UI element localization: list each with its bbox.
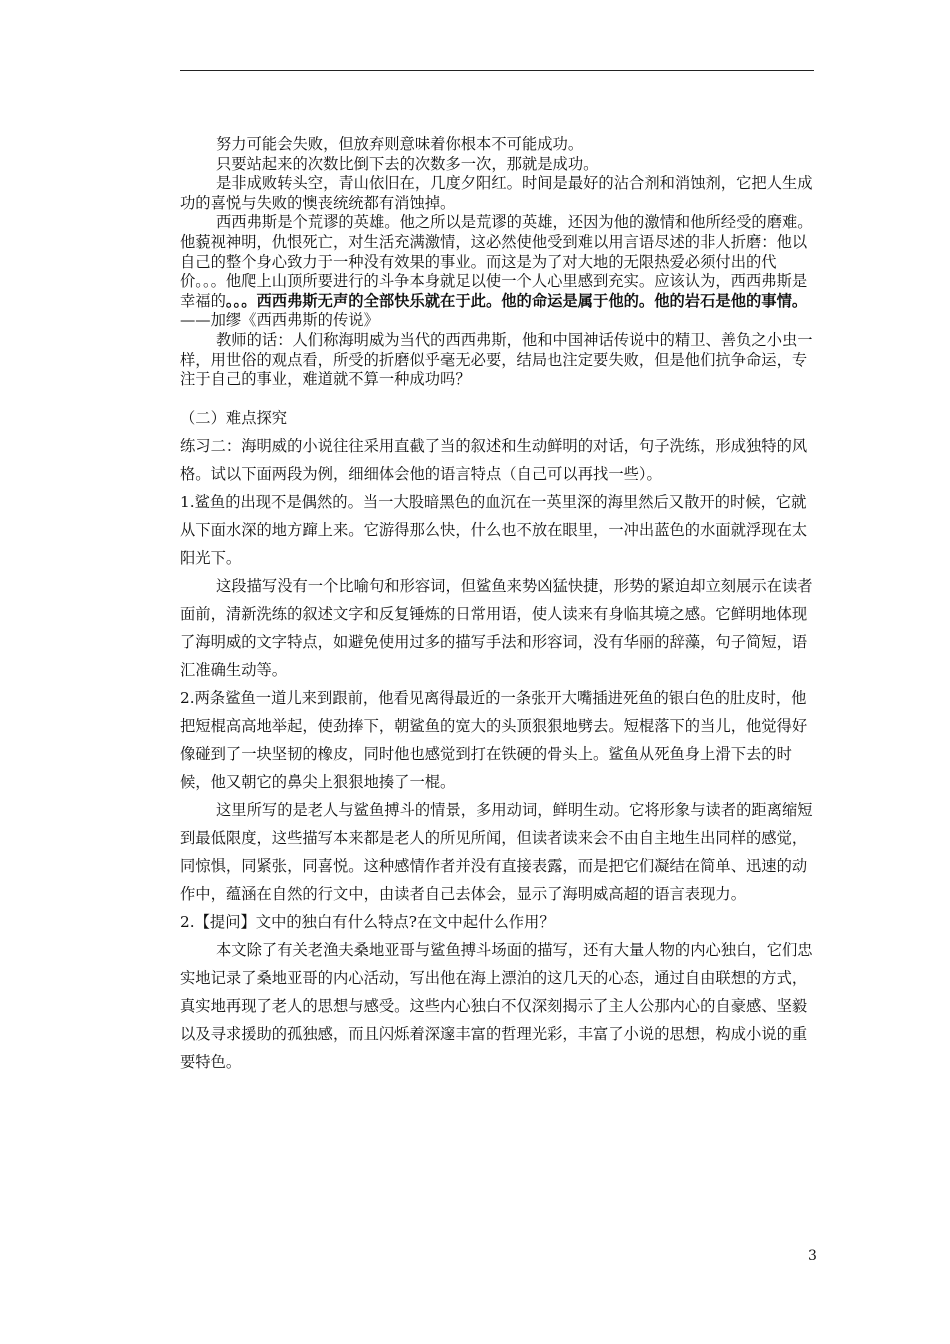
example-two-analysis: 这里所写的是老人与鲨鱼搏斗的情景，多用动词，鲜明生动。它将形象与读者的距离缩短到最低限度，这些描写本来都是老人的所见所闻，但读者读来会不由自主地生出同样的感觉，同惊惧，同紧张，同喜悦。这种感情作者并没有直接表露，而是把它们凝结在简单、迅速的动作中，蕴涵在自然的行文中，由读者自己去体会，显示了海明威高超的语言表现力。 (180, 801, 813, 903)
exercise-two: 练习二：海明威的小说往往采用直截了当的叙述和生动鲜明的对话，句子洗练，形成独特的风格。试以下面两段为例，细细体会他的语言特点（自己可以再找一些）。 (180, 437, 808, 483)
header-rule (180, 70, 814, 71)
quote-success-failure: 是非成败转头空，青山依旧在，几度夕阳红。时间是最好的沾合剂和消蚀剂，它把人生成功的喜悦与失败的懊丧统统都有消蚀掉。 (180, 174, 813, 212)
sisyphus-bold-text: 。。。西西弗斯无声的全部快乐就在于此。他的命运是属于他的。他的岩石是他的事情。 (225, 291, 808, 310)
page-number: 3 (808, 1248, 817, 1264)
quotes-section (180, 135, 814, 390)
difficulty-section (180, 404, 814, 1076)
example-one-analysis: 这段描写没有一个比喻句和形容词，但鲨鱼来势凶猛快捷，形势的紧迫却立刻展示在读者面前，清新洗练的叙述文字和反复锤炼的日常用语，使人读来有身临其境之感。它鲜明地体现了海明威的文字特点，如避免使用过多的描写手法和形容词，没有华丽的辞藻，句子简短，语汇准确生动等。 (180, 577, 813, 679)
sisyphus-attribution: ——加缪《西西弗斯的传说》 (180, 311, 379, 330)
example-one: 1.鲨鱼的出现不是偶然的。当一大股暗黑色的血沉在一英里深的海里然后又散开的时候，它就从下面水深的地方蹿上来。它游得那么快，什么也不放在眼里，一冲出蓝色的水面就浮现在太阳光下。 (180, 493, 808, 567)
quote-sisyphus (180, 213, 814, 331)
section-heading: （二）难点探究 (180, 409, 288, 427)
teacher-words: 教师的话：人们称海明威为当代的西西弗斯，他和中国神话传说中的精卫、善负之小虫一样，用世俗的观点看，所受的折磨似乎毫无必要，结局也注定要失败，但是他们抗争命运，专注于自己的事业，难道就不算一种成功吗？ (180, 330, 813, 389)
monologue-answer: 本文除了有关老渔夫桑地亚哥与鲨鱼搏斗场面的描写，还有大量人物的内心独白，它们忠实地记录了桑地亚哥的内心活动，写出他在海上漂泊的这几天的心态，通过自由联想的方式，真实地再现了老人的思想与感受。这些内心独白不仅深刻揭示了主人公那内心的自豪感、坚毅以及寻求援助的孤独感，而且闪烁着深邃丰富的哲理光彩，丰富了小说的思想，构成小说的重要特色。 (180, 941, 813, 1071)
example-two: 2.两条鲨鱼一道儿来到跟前，他看见离得最近的一条张开大嘴插进死鱼的银白色的肚皮时，他把短棍高高地举起，使劲捧下，朝鲨鱼的宽大的头顶狠狠地劈去。短棍落下的当儿，他觉得好像碰到了一块坚韧的橡皮，同时他也感觉到打在铁硬的骨头上。鲨鱼从死鱼身上滑下去的时候，他又朝它的鼻尖上狠狠地揍了一棍。 (180, 689, 808, 791)
quote-effort: 努力可能会失败，但放弃则意味着你根本不可能成功。 (216, 135, 584, 153)
sisyphus-text: 西西弗斯是个荒谬的英雄。他之所以是荒谬的英雄，还因为他的激情和他所经受的磨难。他藐视神明，仇恨死亡，对生活充满激情，这必然使他受到难以用言语尽述的非人折磨：他以自己的整个身心致力于一种没有效果的事业。而这是为了对大地的无限热爱必须付出的代价。。。他爬上山顶所要进行的斗争本身就足以使一个人心里感到充实。应该认为，西西弗斯是幸福的 (180, 213, 813, 310)
monologue-question: 2.【提问】文中的独白有什么特点?在文中起什么作用？ (180, 913, 555, 931)
quote-stand-up: 只要站起来的次数比倒下去的次数多一次，那就是成功。 (216, 154, 599, 173)
